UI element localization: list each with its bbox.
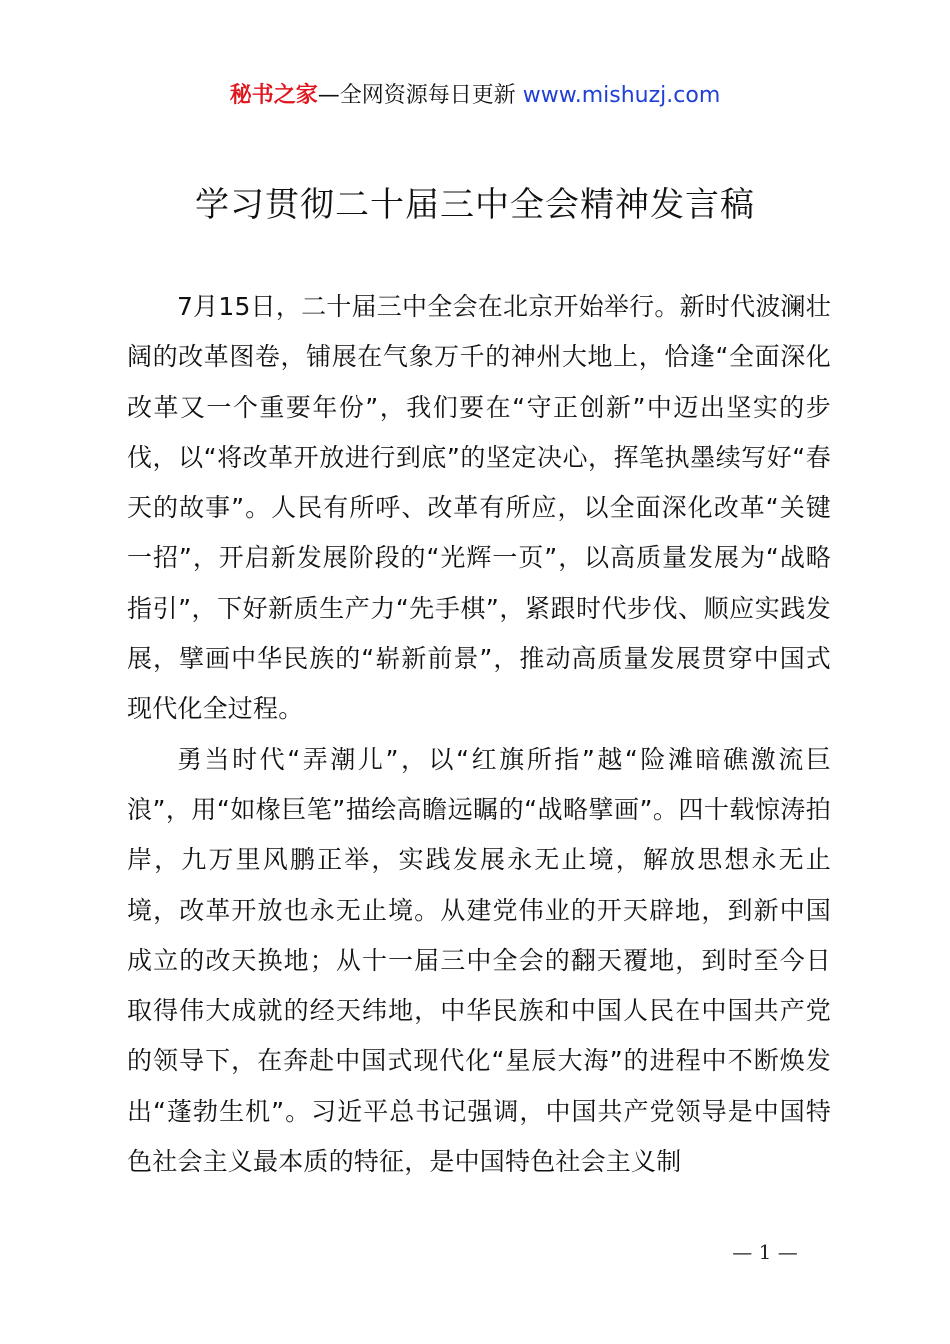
paragraph-1: 7月15日，二十届三中全会在北京开始举行。新时代波澜壮阔的改革图卷，铺展在气象万千的神州大地上，恰逢“全面深化改革又一个重要年份”，我们要在“守正创新”中迈出坚实的步伐，以“将改革开放进行到底”的坚定决心，挥笔执墨续写好“春天的故事”。人民有所呼、改革有所应，以全面深化改革“关键一招”，开启新发展阶段的“光辉一页”，以高质量发展为“战略指引”，下好新质生产力“先手棋”，紧跟时代步伐、顺应实践发展，擘画中华民族的“崭新前景”，推动高质量发展贯穿中国式现代化全过程。 xyxy=(127,292,831,724)
site-header xyxy=(0,80,950,112)
document-body xyxy=(127,282,831,1187)
paragraph-2: 勇当时代“弄潮儿”，以“红旗所指”越“险滩暗礁激流巨浪”，用“如椽巨笔”描绘高瞻远瞩的“战略擘画”。四十载惊涛拍岸，九万里风鹏正举，实践发展永无止境，解放思想永无止境，改革开放也永无止境。从建党伟业的开天辟地，到新中国成立的改天换地；从十一届三中全会的翻天覆地，到时至今日取得伟大成就的经天纬地，中华民族和中国人民在中国共产党的领导下，在奔赴中国式现代化“星辰大海”的进程中不断焕发出“蓬勃生机”。习近平总书记强调，中国共产党领导是中国特色社会主义最本质的特征，是中国特色社会主义制 xyxy=(127,744,831,1177)
header-tagline: —全网资源每日更新 xyxy=(317,83,516,108)
document-title: 学习贯彻二十届三中全会精神发言稿 xyxy=(195,185,755,225)
brand-name: 秘书之家 xyxy=(229,83,318,108)
site-url-link[interactable]: www.mishuzj.com xyxy=(522,83,721,108)
page-number: — 1 — xyxy=(732,1240,798,1264)
